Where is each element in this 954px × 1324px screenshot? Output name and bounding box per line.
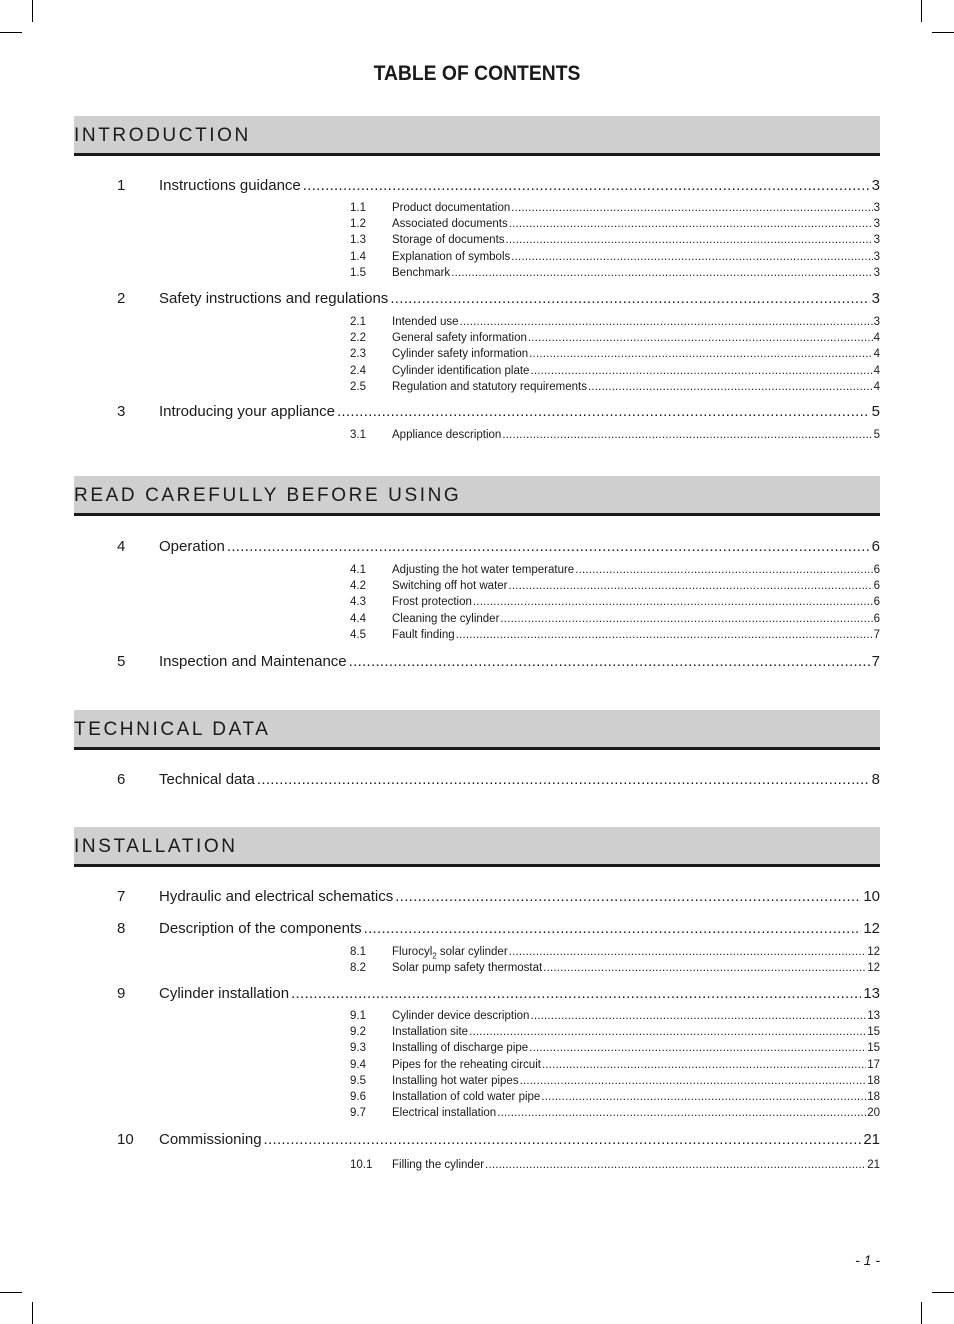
entry-number: 5	[117, 653, 126, 670]
subentry-title	[392, 1075, 519, 1087]
entry-number: 2	[117, 290, 126, 307]
subentry-title	[392, 429, 501, 441]
entry-title: Description of the components	[159, 920, 362, 937]
dot-leader	[511, 251, 872, 263]
entry-page: 13	[863, 985, 880, 1002]
subentry-page: 6	[873, 580, 880, 593]
subentry-number: 9.3	[350, 1042, 366, 1055]
subentry-title-text: Regulation and statutory requirements	[392, 380, 587, 393]
toc-entry[interactable]	[117, 538, 880, 558]
subentry-title-text: Electrical installation	[392, 1107, 497, 1120]
dot-leader	[390, 290, 869, 307]
subentry-title-text: Intended use	[392, 316, 459, 328]
subentry-page: 4	[873, 380, 880, 393]
entry-number: 9	[117, 985, 126, 1002]
entry-title: Safety instructions and regulations	[159, 290, 389, 307]
subentry-page: 15	[867, 1042, 880, 1055]
toc-entry[interactable]	[117, 403, 880, 423]
toc-entry[interactable]	[117, 985, 880, 1005]
subentry-page: 17	[867, 1058, 880, 1071]
subentry-title	[392, 1010, 529, 1022]
subentry-title	[392, 613, 499, 625]
subentry-title-text: Product documentation	[392, 202, 511, 214]
entry-title: Hydraulic and electrical schematics	[159, 888, 394, 905]
subentry-title-text: Solar pump safety thermostat	[392, 962, 543, 975]
toc-subentry[interactable]	[350, 962, 880, 978]
entry-number: 1	[117, 177, 126, 194]
subentry-number: 4.1	[350, 564, 366, 576]
crop-mark	[32, 0, 33, 22]
entry-page: 8	[871, 771, 880, 788]
entry-title: Inspection and Maintenance	[159, 653, 347, 670]
subentry-title-text: Adjusting the hot water temperature	[392, 564, 575, 576]
subentry-title-text: Flurocyl	[392, 946, 433, 958]
entry-page: 5	[871, 403, 880, 420]
subentry-page: 18	[867, 1091, 880, 1103]
dot-leader	[502, 429, 872, 441]
dot-leader	[456, 629, 873, 641]
subentry-page: 5	[873, 429, 880, 441]
subentry-number: 2.5	[350, 380, 366, 393]
toc-subentry[interactable]	[350, 629, 880, 645]
subentry-page: 6	[873, 596, 880, 609]
subentry-title	[392, 629, 455, 641]
subentry-title	[392, 365, 529, 377]
dot-leader	[337, 403, 870, 420]
subentry-number: 1.5	[350, 266, 366, 279]
dot-leader	[460, 316, 873, 328]
entry-number: 10	[117, 1131, 134, 1148]
entry-title: Technical data	[159, 771, 255, 788]
entry-title: Instructions guidance	[159, 177, 301, 194]
subentry-title-suffix: solar cylinder	[436, 946, 508, 958]
dot-leader	[473, 596, 873, 608]
dot-leader	[364, 920, 862, 937]
subentry-page: 3	[873, 234, 880, 247]
subentry-title	[392, 564, 574, 576]
subentry-title	[392, 1042, 528, 1054]
subentry-page: 15	[867, 1026, 880, 1039]
page-title: TABLE OF CONTENTS	[373, 62, 581, 85]
subentry-number: 9.7	[350, 1107, 366, 1120]
dot-leader	[497, 1107, 866, 1119]
toc-entry[interactable]	[117, 771, 880, 791]
subentry-number: 9.5	[350, 1074, 366, 1087]
dot-leader	[395, 888, 861, 905]
subentry-title	[392, 218, 508, 230]
entry-title: Commissioning	[159, 1131, 262, 1148]
subentry-title	[392, 332, 527, 344]
subentry-title-text: Installing hot water pipes	[392, 1074, 519, 1087]
dot-leader	[509, 946, 867, 958]
subentry-page: 13	[867, 1010, 880, 1022]
toc-subentry[interactable]	[350, 316, 880, 332]
entry-number: 7	[117, 888, 126, 905]
subentry-title-text: Cleaning the cylinder	[392, 612, 500, 625]
dot-leader	[451, 267, 872, 279]
subentry-number: 1.1	[350, 202, 366, 214]
subentry-number: 8.1	[350, 946, 366, 958]
toc-subentry[interactable]	[350, 1026, 880, 1042]
toc-subentry[interactable]	[350, 267, 880, 283]
subentry-title	[392, 251, 510, 263]
entry-page: 3	[871, 290, 880, 307]
toc-subentry[interactable]	[350, 580, 880, 596]
subentry-page: 3	[873, 316, 880, 328]
subentry-page: 18	[867, 1074, 880, 1087]
toc-subentry[interactable]	[350, 381, 880, 397]
subentry-title-text: Pipes for the reheating circuit	[392, 1058, 541, 1071]
dot-leader	[530, 1010, 866, 1022]
dot-leader	[588, 381, 873, 393]
subentry-page: 4	[873, 348, 880, 361]
toc-entry[interactable]	[117, 290, 880, 310]
subentry-title-text: Storage of documents	[392, 234, 505, 247]
subentry-page: 7	[873, 628, 880, 641]
subentry-page: 21	[867, 1159, 880, 1171]
dot-leader	[485, 1159, 866, 1171]
dot-leader	[506, 234, 873, 246]
subentry-page: 3	[873, 266, 880, 279]
toc-subentry[interactable]	[350, 613, 880, 629]
entry-title: Introducing your appliance	[159, 403, 335, 420]
subentry-title-text: Benchmark	[392, 266, 451, 279]
subentry-title-text: Switching off hot water	[392, 580, 508, 593]
subentry-number: 8.2	[350, 962, 366, 975]
subentry-title	[392, 234, 505, 246]
dot-leader	[530, 365, 872, 377]
dot-leader	[541, 1091, 866, 1103]
dot-leader	[575, 564, 872, 576]
crop-mark	[921, 1302, 922, 1324]
subentry-number: 2.2	[350, 332, 366, 345]
subentry-title	[392, 1091, 540, 1103]
entry-page: 21	[863, 1131, 880, 1148]
crop-mark	[0, 32, 22, 33]
toc-subentry[interactable]	[350, 251, 880, 267]
subentry-page: 4	[873, 364, 880, 377]
toc-subentry[interactable]	[350, 332, 880, 348]
entry-number: 4	[117, 538, 126, 555]
dot-leader	[529, 1042, 866, 1054]
subentry-title-text: Appliance description	[392, 429, 502, 441]
subentry-title-text: Cylinder safety information	[392, 348, 529, 361]
subentry-number: 9.2	[350, 1026, 366, 1039]
toc-subentry[interactable]	[350, 1159, 880, 1175]
subentry-number: 1.2	[350, 218, 366, 231]
subentry-number: 3.1	[350, 429, 366, 441]
entry-title: Operation	[159, 538, 225, 555]
toc-subentry[interactable]	[350, 348, 880, 364]
subentry-title-text: Fault finding	[392, 628, 455, 641]
subentry-page: 3	[873, 218, 880, 231]
subentry-title-text: Frost protection	[392, 596, 472, 609]
subentry-number: 1.3	[350, 234, 366, 247]
toc-subentry[interactable]	[350, 218, 880, 234]
entry-page: 10	[863, 888, 880, 905]
toc-entry[interactable]	[117, 653, 880, 673]
dot-leader	[264, 1131, 862, 1148]
subentry-title	[392, 596, 472, 608]
dot-leader	[257, 771, 870, 788]
subentry-subscript: 2	[432, 951, 437, 961]
entry-page: 3	[871, 177, 880, 194]
toc-subentry[interactable]	[350, 429, 880, 445]
section-header: READ CAREFULLY BEFORE USING	[74, 476, 880, 516]
toc-subentry[interactable]	[350, 202, 880, 218]
subentry-title-text: Associated documents	[392, 218, 508, 231]
subentry-title-text: Cylinder identification plate	[392, 364, 530, 377]
subentry-title	[392, 202, 510, 214]
dot-leader	[543, 962, 866, 974]
toc-subentry[interactable]	[350, 1091, 880, 1107]
toc-subentry[interactable]	[350, 1042, 880, 1058]
toc-entry[interactable]	[117, 888, 880, 908]
toc-subentry[interactable]	[350, 596, 880, 612]
entry-number: 6	[117, 771, 126, 788]
subentry-title-text: Installation site	[392, 1026, 469, 1039]
dot-leader	[511, 202, 872, 214]
dot-leader	[509, 580, 873, 592]
subentry-number: 4.2	[350, 580, 366, 593]
subentry-title	[392, 1026, 468, 1038]
subentry-number: 9.4	[350, 1058, 366, 1071]
subentry-page: 3	[873, 202, 880, 214]
entry-page: 7	[871, 653, 880, 670]
dot-leader	[542, 1059, 866, 1071]
subentry-number: 2.4	[350, 364, 366, 377]
subentry-title-text: Filling the cylinder	[392, 1159, 485, 1171]
toc-subentry[interactable]	[350, 1010, 880, 1026]
crop-mark	[0, 1292, 22, 1293]
dot-leader	[227, 538, 870, 555]
subentry-title-text: Explanation of symbols	[392, 250, 511, 263]
entry-page: 6	[871, 538, 880, 555]
entry-page: 12	[863, 920, 880, 937]
dot-leader	[509, 218, 873, 230]
toc-entry[interactable]	[117, 1131, 880, 1151]
toc-subentry[interactable]	[350, 234, 880, 250]
crop-mark	[932, 1292, 954, 1293]
toc-subentry[interactable]	[350, 564, 880, 580]
subentry-page: 12	[867, 946, 880, 958]
crop-mark	[921, 0, 922, 22]
toc-entry[interactable]	[117, 177, 880, 197]
subentry-title-text: Installation of cold water pipe	[392, 1091, 541, 1103]
dot-leader	[303, 177, 870, 194]
subentry-title-text: Installing of discharge pipe	[392, 1042, 529, 1055]
subentry-page: 3	[873, 250, 880, 263]
subentry-number: 9.6	[350, 1091, 366, 1103]
crop-mark	[932, 32, 954, 33]
subentry-title	[392, 1159, 484, 1171]
dot-leader	[349, 653, 870, 670]
entry-number: 8	[117, 920, 126, 937]
subentry-number: 4.5	[350, 628, 366, 641]
subentry-page: 6	[873, 564, 880, 576]
subentry-page: 12	[867, 962, 880, 975]
subentry-title	[392, 1059, 541, 1071]
page-number: - 1 -	[855, 1252, 880, 1268]
subentry-title	[392, 946, 508, 960]
toc-subentry[interactable]	[350, 946, 880, 962]
subentry-page: 6	[873, 612, 880, 625]
toc-subentry[interactable]	[350, 1107, 880, 1123]
subentry-number: 4.4	[350, 612, 366, 625]
toc-subentry[interactable]	[350, 1059, 880, 1075]
entry-number: 3	[117, 403, 126, 420]
dot-leader	[469, 1026, 866, 1038]
subentry-number: 10.1	[350, 1159, 373, 1171]
subentry-page: 20	[867, 1107, 880, 1120]
subentry-number: 4.3	[350, 596, 366, 609]
subentry-number: 1.4	[350, 250, 366, 263]
subentry-title-text: General safety information	[392, 332, 527, 345]
dot-leader	[520, 1075, 867, 1087]
toc-subentry[interactable]	[350, 365, 880, 381]
section-header: TECHNICAL DATA	[74, 710, 880, 750]
section-header: INTRODUCTION	[74, 116, 880, 156]
crop-mark	[32, 1302, 33, 1324]
subentry-title-text: Cylinder device description	[392, 1010, 530, 1022]
subentry-title	[392, 348, 528, 360]
subentry-title	[392, 316, 459, 328]
toc-entry[interactable]	[117, 920, 880, 940]
subentry-title	[392, 1107, 496, 1119]
subentry-title	[392, 580, 508, 592]
section-header: INSTALLATION	[74, 827, 880, 867]
dot-leader	[291, 985, 861, 1002]
dot-leader	[529, 348, 872, 360]
subentry-title	[392, 381, 587, 393]
subentry-number: 2.1	[350, 316, 366, 328]
dot-leader	[500, 613, 872, 625]
entry-title: Cylinder installation	[159, 985, 290, 1002]
dot-leader	[528, 332, 873, 344]
toc-subentry[interactable]	[350, 1075, 880, 1091]
subentry-title	[392, 267, 450, 279]
subentry-number: 9.1	[350, 1010, 366, 1022]
subentry-title	[392, 962, 542, 974]
subentry-number: 2.3	[350, 348, 366, 361]
subentry-page: 4	[873, 332, 880, 345]
